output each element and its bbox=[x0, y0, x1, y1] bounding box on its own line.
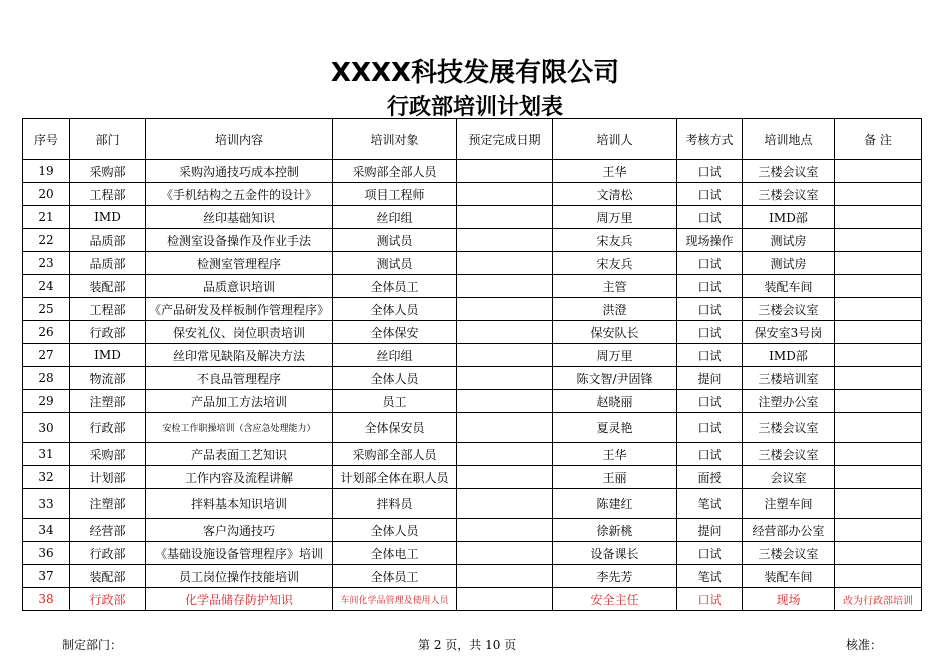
cell-exam: 口试 bbox=[677, 344, 743, 367]
cell-note bbox=[835, 413, 922, 443]
cell-note bbox=[835, 160, 922, 183]
cell-note bbox=[835, 275, 922, 298]
cell-content: 《产品研发及样板制作管理程序》 bbox=[146, 298, 333, 321]
table-row bbox=[23, 298, 922, 321]
cell-no: 23 bbox=[23, 252, 70, 275]
cell-dept: 装配部 bbox=[70, 565, 146, 588]
table-row bbox=[23, 413, 922, 443]
table-row bbox=[23, 588, 922, 611]
cell-target: 全体员工 bbox=[333, 275, 457, 298]
cell-note: 改为行政部培训 bbox=[835, 588, 922, 611]
cell-dept: 工程部 bbox=[70, 298, 146, 321]
cell-content: 安检工作职操培训（含应急处理能力） bbox=[146, 413, 333, 443]
cell-place: 注塑车间 bbox=[743, 489, 835, 519]
cell-dept: IMD bbox=[70, 206, 146, 229]
cell-place: 三楼会议室 bbox=[743, 443, 835, 466]
cell-dept: IMD bbox=[70, 344, 146, 367]
cell-target: 全体人员 bbox=[333, 367, 457, 390]
cell-no: 22 bbox=[23, 229, 70, 252]
cell-place: 经营部办公室 bbox=[743, 519, 835, 542]
cell-dept: 行政部 bbox=[70, 542, 146, 565]
cell-target: 全体保安 bbox=[333, 321, 457, 344]
cell-target: 全体人员 bbox=[333, 519, 457, 542]
cell-exam: 口试 bbox=[677, 206, 743, 229]
cell-note bbox=[835, 298, 922, 321]
cell-place: 现场 bbox=[743, 588, 835, 611]
cell-exam: 笔试 bbox=[677, 489, 743, 519]
cell-date bbox=[457, 466, 553, 489]
cell-no: 38 bbox=[23, 588, 70, 611]
cell-date bbox=[457, 443, 553, 466]
cell-exam: 面授 bbox=[677, 466, 743, 489]
cell-trainer: 王华 bbox=[553, 443, 677, 466]
cell-exam: 口试 bbox=[677, 321, 743, 344]
column-header: 考核方式 bbox=[677, 119, 743, 160]
made-by-label: 制定部门： bbox=[62, 638, 123, 652]
cell-content: 客户沟通技巧 bbox=[146, 519, 333, 542]
cell-place: 三楼会议室 bbox=[743, 298, 835, 321]
table-row bbox=[23, 542, 922, 565]
cell-exam: 口试 bbox=[677, 542, 743, 565]
column-header: 培训对象 bbox=[333, 119, 457, 160]
cell-dept: 工程部 bbox=[70, 183, 146, 206]
cell-target: 员工 bbox=[333, 390, 457, 413]
cell-content: 化学品储存防护知识 bbox=[146, 588, 333, 611]
cell-target: 采购部全部人员 bbox=[333, 443, 457, 466]
cell-target: 拌料员 bbox=[333, 489, 457, 519]
cell-no: 33 bbox=[23, 489, 70, 519]
cell-dept: 行政部 bbox=[70, 413, 146, 443]
cell-note bbox=[835, 565, 922, 588]
cell-date bbox=[457, 298, 553, 321]
cell-exam: 口试 bbox=[677, 588, 743, 611]
cell-no: 37 bbox=[23, 565, 70, 588]
cell-note bbox=[835, 367, 922, 390]
cell-target: 全体保安员 bbox=[333, 413, 457, 443]
cell-date bbox=[457, 275, 553, 298]
cell-trainer: 主管 bbox=[553, 275, 677, 298]
cell-no: 28 bbox=[23, 367, 70, 390]
cell-date bbox=[457, 519, 553, 542]
cell-content: 检测室设备操作及作业手法 bbox=[146, 229, 333, 252]
cell-note bbox=[835, 519, 922, 542]
cell-dept: 注塑部 bbox=[70, 390, 146, 413]
cell-dept: 品质部 bbox=[70, 229, 146, 252]
cell-place: 测试房 bbox=[743, 252, 835, 275]
table-row bbox=[23, 160, 922, 183]
cell-content: 《手机结构之五金件的设计》 bbox=[146, 183, 333, 206]
cell-note bbox=[835, 206, 922, 229]
cell-content: 保安礼仪、岗位职责培训 bbox=[146, 321, 333, 344]
cell-target: 丝印组 bbox=[333, 206, 457, 229]
cell-trainer: 徐新桃 bbox=[553, 519, 677, 542]
cell-place: 测试房 bbox=[743, 229, 835, 252]
cell-no: 31 bbox=[23, 443, 70, 466]
cell-note bbox=[835, 344, 922, 367]
cell-target: 车间化学品管理及使用人员 bbox=[333, 588, 457, 611]
table-row bbox=[23, 275, 922, 298]
column-header: 序号 bbox=[23, 119, 70, 160]
table-row bbox=[23, 519, 922, 542]
cell-content: 产品表面工艺知识 bbox=[146, 443, 333, 466]
column-header: 预定完成日期 bbox=[457, 119, 553, 160]
cell-place: 三楼会议室 bbox=[743, 160, 835, 183]
cell-no: 21 bbox=[23, 206, 70, 229]
cell-dept: 装配部 bbox=[70, 275, 146, 298]
cell-dept: 品质部 bbox=[70, 252, 146, 275]
cell-date bbox=[457, 588, 553, 611]
cell-trainer: 设备课长 bbox=[553, 542, 677, 565]
cell-no: 32 bbox=[23, 466, 70, 489]
cell-trainer: 陈文智/尹固锋 bbox=[553, 367, 677, 390]
company-title: XXXX科技发展有限公司 bbox=[330, 58, 620, 88]
cell-trainer: 周万里 bbox=[553, 344, 677, 367]
table-row bbox=[23, 466, 922, 489]
table-row bbox=[23, 390, 922, 413]
training-plan-table bbox=[22, 118, 922, 611]
cell-dept: 物流部 bbox=[70, 367, 146, 390]
cell-trainer: 李先芳 bbox=[553, 565, 677, 588]
cell-content: 不良品管理程序 bbox=[146, 367, 333, 390]
cell-place: 会议室 bbox=[743, 466, 835, 489]
cell-place: 三楼会议室 bbox=[743, 542, 835, 565]
table-row bbox=[23, 206, 922, 229]
cell-no: 34 bbox=[23, 519, 70, 542]
cell-place: 装配车间 bbox=[743, 275, 835, 298]
cell-date bbox=[457, 542, 553, 565]
cell-no: 25 bbox=[23, 298, 70, 321]
cell-target: 测试员 bbox=[333, 229, 457, 252]
cell-exam: 口试 bbox=[677, 443, 743, 466]
table-row bbox=[23, 344, 922, 367]
table-row bbox=[23, 229, 922, 252]
cell-dept: 注塑部 bbox=[70, 489, 146, 519]
cell-note bbox=[835, 229, 922, 252]
cell-trainer: 保安队长 bbox=[553, 321, 677, 344]
table-row bbox=[23, 321, 922, 344]
cell-exam: 提问 bbox=[677, 367, 743, 390]
cell-content: 检测室管理程序 bbox=[146, 252, 333, 275]
cell-date bbox=[457, 565, 553, 588]
cell-content: 员工岗位操作技能培训 bbox=[146, 565, 333, 588]
cell-target: 采购部全部人员 bbox=[333, 160, 457, 183]
cell-exam: 口试 bbox=[677, 298, 743, 321]
table-row bbox=[23, 565, 922, 588]
cell-note bbox=[835, 489, 922, 519]
cell-place: IMD部 bbox=[743, 344, 835, 367]
cell-content: 拌料基本知识培训 bbox=[146, 489, 333, 519]
cell-note bbox=[835, 466, 922, 489]
cell-content: 丝印常见缺陷及解决方法 bbox=[146, 344, 333, 367]
cell-trainer: 洪澄 bbox=[553, 298, 677, 321]
cell-no: 27 bbox=[23, 344, 70, 367]
cell-place: 三楼会议室 bbox=[743, 183, 835, 206]
cell-note bbox=[835, 542, 922, 565]
cell-target: 全体员工 bbox=[333, 565, 457, 588]
cell-date bbox=[457, 229, 553, 252]
cell-dept: 行政部 bbox=[70, 588, 146, 611]
cell-content: 品质意识培训 bbox=[146, 275, 333, 298]
cell-date bbox=[457, 413, 553, 443]
cell-trainer: 夏灵艳 bbox=[553, 413, 677, 443]
cell-exam: 口试 bbox=[677, 160, 743, 183]
cell-trainer: 王丽 bbox=[553, 466, 677, 489]
cell-note bbox=[835, 252, 922, 275]
cell-date bbox=[457, 367, 553, 390]
cell-exam: 口试 bbox=[677, 390, 743, 413]
cell-content: 丝印基础知识 bbox=[146, 206, 333, 229]
column-header: 部门 bbox=[70, 119, 146, 160]
cell-target: 测试员 bbox=[333, 252, 457, 275]
cell-note bbox=[835, 183, 922, 206]
cell-no: 26 bbox=[23, 321, 70, 344]
cell-content: 工作内容及流程讲解 bbox=[146, 466, 333, 489]
cell-no: 19 bbox=[23, 160, 70, 183]
table-row bbox=[23, 252, 922, 275]
cell-content: 采购沟通技巧成本控制 bbox=[146, 160, 333, 183]
cell-place: 保安室3号岗 bbox=[743, 321, 835, 344]
table-body bbox=[23, 160, 922, 611]
table-row bbox=[23, 489, 922, 519]
cell-dept: 计划部 bbox=[70, 466, 146, 489]
cell-exam: 口试 bbox=[677, 183, 743, 206]
cell-dept: 采购部 bbox=[70, 443, 146, 466]
cell-date bbox=[457, 160, 553, 183]
cell-note bbox=[835, 321, 922, 344]
cell-trainer: 陈建红 bbox=[553, 489, 677, 519]
cell-dept: 采购部 bbox=[70, 160, 146, 183]
table-header-row bbox=[23, 119, 922, 160]
cell-no: 30 bbox=[23, 413, 70, 443]
cell-target: 全体电工 bbox=[333, 542, 457, 565]
cell-exam: 口试 bbox=[677, 252, 743, 275]
cell-trainer: 安全主任 bbox=[553, 588, 677, 611]
cell-exam: 提问 bbox=[677, 519, 743, 542]
page-title: 行政部培训计划表 bbox=[386, 95, 563, 120]
cell-date bbox=[457, 252, 553, 275]
cell-content: 《基础设施设备管理程序》培训 bbox=[146, 542, 333, 565]
cell-place: 三楼会议室 bbox=[743, 413, 835, 443]
cell-target: 项目工程师 bbox=[333, 183, 457, 206]
cell-no: 29 bbox=[23, 390, 70, 413]
cell-trainer: 周万里 bbox=[553, 206, 677, 229]
page-indicator: 第 2 页，共 10 页 bbox=[418, 638, 517, 652]
cell-no: 36 bbox=[23, 542, 70, 565]
cell-date bbox=[457, 183, 553, 206]
cell-note bbox=[835, 443, 922, 466]
cell-no: 20 bbox=[23, 183, 70, 206]
cell-target: 全体人员 bbox=[333, 298, 457, 321]
cell-place: 注塑办公室 bbox=[743, 390, 835, 413]
cell-target: 计划部全体在职人员 bbox=[333, 466, 457, 489]
table-row bbox=[23, 183, 922, 206]
cell-trainer: 宋友兵 bbox=[553, 229, 677, 252]
cell-date bbox=[457, 206, 553, 229]
column-header: 培训内容 bbox=[146, 119, 333, 160]
cell-exam: 现场操作 bbox=[677, 229, 743, 252]
cell-dept: 行政部 bbox=[70, 321, 146, 344]
cell-target: 丝印组 bbox=[333, 344, 457, 367]
table-row bbox=[23, 443, 922, 466]
cell-place: 装配车间 bbox=[743, 565, 835, 588]
cell-exam: 笔试 bbox=[677, 565, 743, 588]
cell-trainer: 文清松 bbox=[553, 183, 677, 206]
cell-note bbox=[835, 390, 922, 413]
cell-exam: 口试 bbox=[677, 413, 743, 443]
column-header: 培训人 bbox=[553, 119, 677, 160]
cell-trainer: 宋友兵 bbox=[553, 252, 677, 275]
approve-label: 核准： bbox=[846, 638, 883, 652]
cell-no: 24 bbox=[23, 275, 70, 298]
cell-date bbox=[457, 489, 553, 519]
cell-exam: 口试 bbox=[677, 275, 743, 298]
cell-place: 三楼培训室 bbox=[743, 367, 835, 390]
cell-dept: 经营部 bbox=[70, 519, 146, 542]
cell-date bbox=[457, 344, 553, 367]
cell-content: 产品加工方法培训 bbox=[146, 390, 333, 413]
cell-trainer: 赵晓丽 bbox=[553, 390, 677, 413]
cell-date bbox=[457, 390, 553, 413]
cell-trainer: 王华 bbox=[553, 160, 677, 183]
cell-place: IMD部 bbox=[743, 206, 835, 229]
cell-date bbox=[457, 321, 553, 344]
table-row bbox=[23, 367, 922, 390]
column-header: 备 注 bbox=[835, 119, 922, 160]
column-header: 培训地点 bbox=[743, 119, 835, 160]
